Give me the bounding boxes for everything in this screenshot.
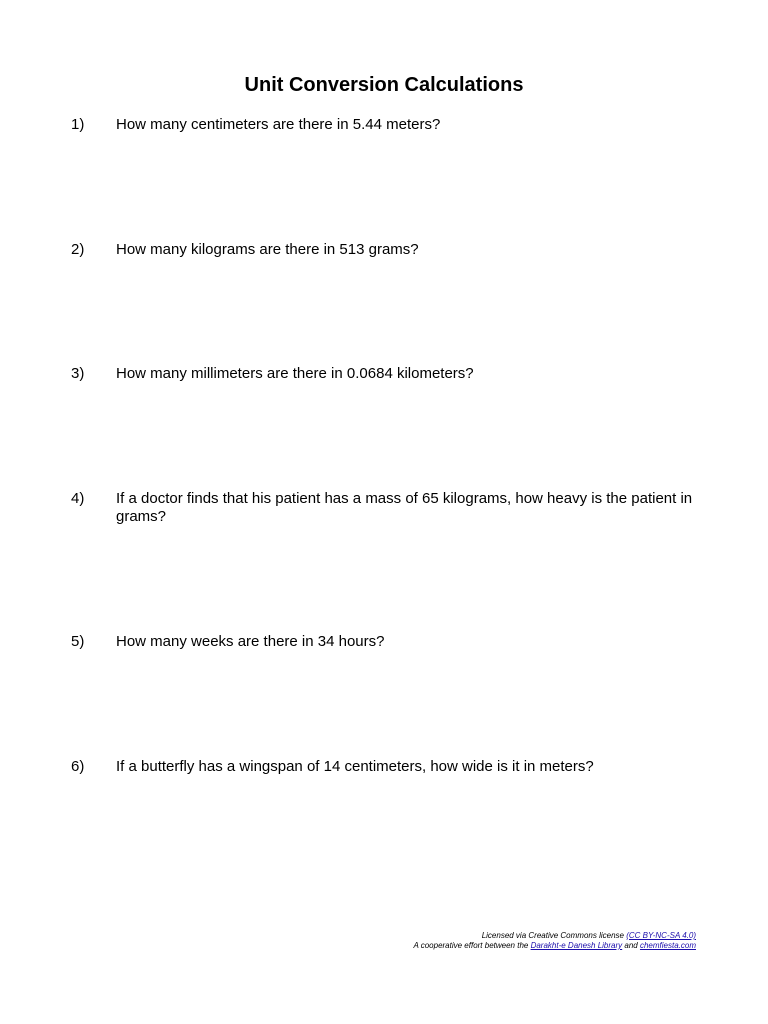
license-line (296, 931, 696, 941)
question-number: 2) (71, 241, 85, 258)
credit-line (296, 941, 696, 951)
question-number: 1) (71, 116, 85, 133)
question-number: 6) (71, 758, 85, 775)
question-text: How many weeks are there in 34 hours? (116, 633, 385, 650)
chemfiesta-link[interactable]: chemfiesta.com (639, 941, 696, 950)
credit-prefix: A cooperative effort between the (413, 941, 531, 950)
license-link[interactable]: (CC BY-NC-SA 4.0) (626, 931, 696, 940)
question-text: How many centimeters are there in 5.44 meters? (116, 116, 441, 133)
credit-and: and (622, 941, 640, 950)
question-number: 4) (71, 490, 85, 507)
question-text: If a doctor finds that his patient has a mass of 65 kilograms, how heavy is the patient in grams? (116, 490, 693, 525)
question-number: 5) (71, 633, 85, 650)
question-text: How many millimeters are there in 0.0684 kilometers? (116, 365, 474, 382)
question-text: If a butterfly has a wingspan of 14 centimeters, how wide is it in meters? (116, 758, 594, 775)
license-prefix: Licensed via Creative Commons license (481, 931, 627, 940)
question-text: How many kilograms are there in 513 grams? (116, 241, 419, 258)
license-footer (296, 931, 696, 951)
question-number: 3) (71, 365, 85, 382)
darakht-library-link[interactable]: Darakht-e Danesh Library (530, 941, 623, 950)
page-title: Unit Conversion Calculations (244, 74, 524, 96)
